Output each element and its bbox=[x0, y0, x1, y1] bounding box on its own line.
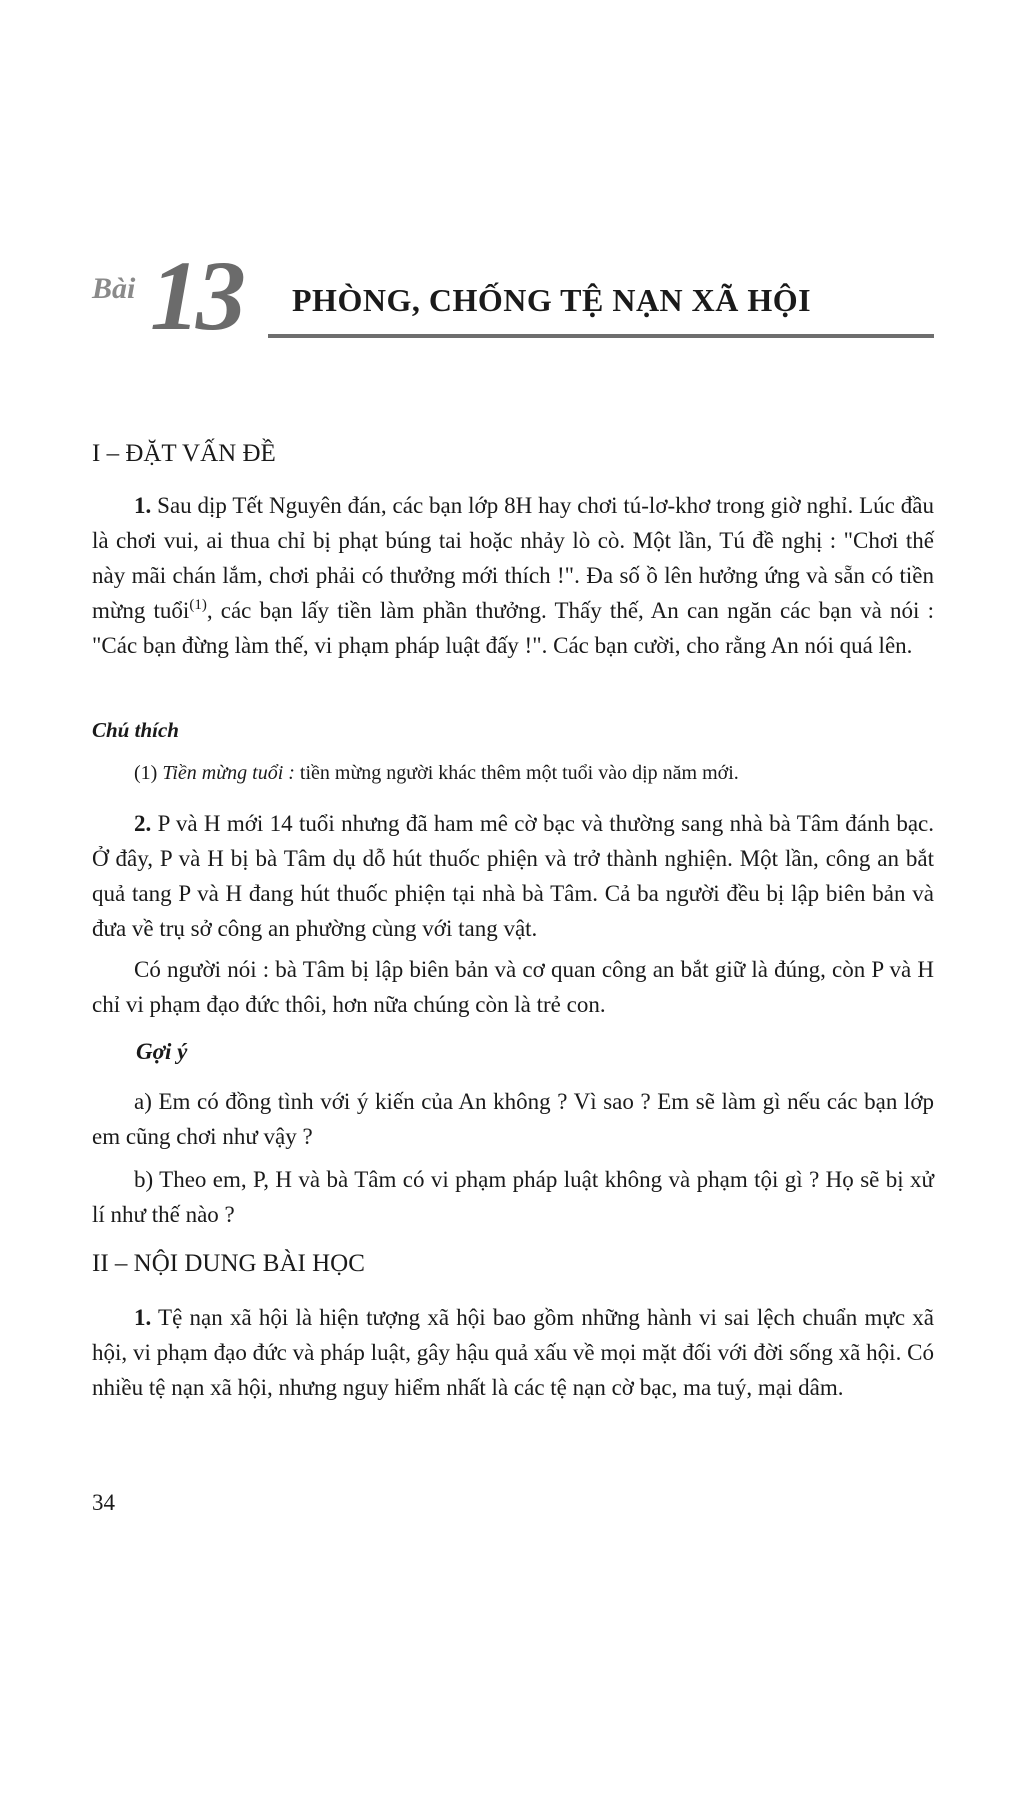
paragraph-opinion: Có người nói : bà Tâm bị lập biên bản và cơ quan công an bắt giữ là đúng, còn P và H chỉ vi phạm đạo đức thôi, hơn nữa chúng còn là trẻ con. bbox=[92, 957, 934, 1017]
paragraph-text: , các bạn lấy tiền làm phần thưởng. Thấy thế, An can ngăn các bạn và nói : "Các bạn đừng làm thế, vi phạm pháp luật đấy !". Các bạn cười, cho rằng An nói quá lên. bbox=[92, 598, 934, 658]
hint-question-a: a) Em có đồng tình với ý kiến của An không ? Vì sao ? Em sẽ làm gì nếu các bạn lớp em cũng chơi như vậy ? bbox=[92, 1089, 934, 1149]
section-heading-1: I – ĐẶT VẤN ĐỀ bbox=[92, 440, 276, 467]
paragraph-situation-2 bbox=[92, 806, 934, 946]
paragraph-text: P và H mới 14 tuổi nhưng đã ham mê cờ bạc và thường sang nhà bà Tâm đánh bạc. Ở đây, P và H bị bà Tâm dụ dỗ hút thuốc phiện và trở thành nghiện. Một lần, công an bắt quả tang P và H đang hút thuốc phiện tại nhà bà Tâm. Cả ba người đều bị lập biên bản và đưa về trụ sở công an phường cùng với tang vật. bbox=[92, 811, 934, 941]
footnote bbox=[134, 762, 739, 785]
footnote-term: Tiền mừng tuổi : bbox=[162, 762, 295, 784]
footnote-marker: (1) bbox=[189, 597, 207, 613]
paragraph-text: Tệ nạn xã hội là hiện tượng xã hội bao gồm những hành vi sai lệch chuẩn mực xã hội, vi phạm đạo đức và pháp luật, gây hậu quả xấu về mọi mặt đối với đời sống xã hội. Có nhiều tệ nạn xã hội, nhưng nguy hiểm nhất là các tệ nạn cờ bạc, ma tuý, mại dâm. bbox=[92, 1305, 934, 1400]
lesson-header bbox=[92, 240, 934, 358]
lesson-label: Bài bbox=[92, 272, 136, 305]
hint-question-b: b) Theo em, P, H và bà Tâm có vi phạm pháp luật không và phạm tội gì ? Họ sẽ bị xử lí như thế nào ? bbox=[92, 1167, 934, 1227]
paragraph-number: 2. bbox=[134, 811, 152, 836]
section-heading-2: II – NỘI DUNG BÀI HỌC bbox=[92, 1250, 365, 1277]
paragraph-situation-1 bbox=[92, 488, 934, 663]
footnote-number: (1) bbox=[134, 762, 163, 784]
paragraph-text: Sau dịp Tết Nguyên đán, các bạn lớp 8H hay chơi tú-lơ-khơ trong giờ nghỉ. Lúc đầu là chơi vui, ai thua chỉ bị phạt búng tai hoặc nhảy lò cò. Một lần, Tú đề nghị : "Chơi thế này mãi chán lắm, chơi phải có thưởng mới thích !". Đa số ồ lên hưởng ứng và sẵn có tiền mừng tuổi bbox=[92, 493, 934, 623]
hint-heading: Gợi ý bbox=[136, 1039, 188, 1064]
title-underline bbox=[268, 334, 934, 338]
footnote-text: tiền mừng người khác thêm một tuổi vào dịp năm mới. bbox=[294, 762, 739, 784]
note-heading: Chú thích bbox=[92, 718, 179, 742]
paragraph-content-1 bbox=[92, 1300, 934, 1405]
paragraph-number: 1. bbox=[134, 493, 152, 518]
page-number: 34 bbox=[92, 1490, 115, 1515]
lesson-title: PHÒNG, CHỐNG TỆ NẠN XÃ HỘI bbox=[292, 282, 812, 318]
paragraph-number: 1. bbox=[134, 1305, 152, 1330]
lesson-number: 13 bbox=[150, 240, 242, 351]
